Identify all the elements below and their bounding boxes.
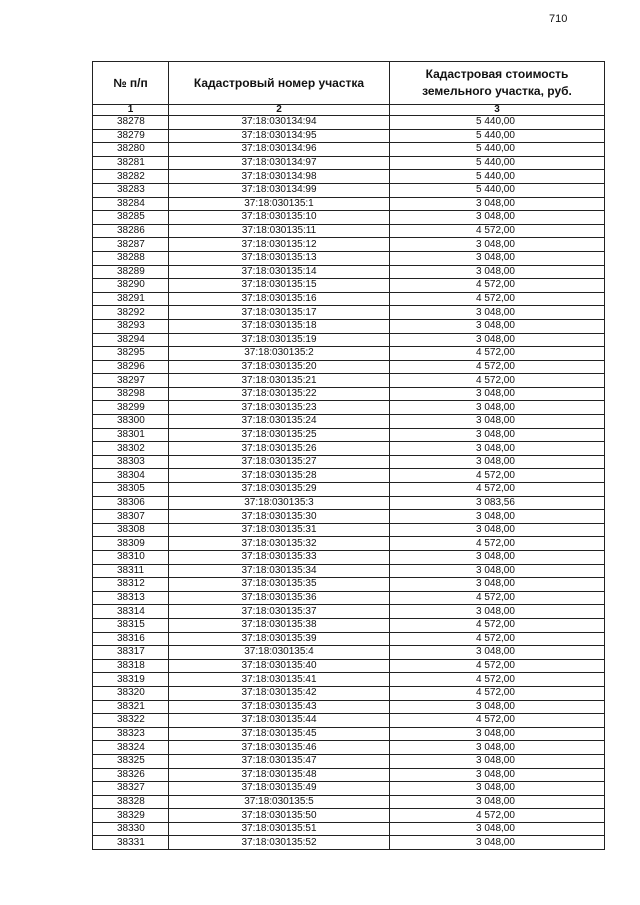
table-row [93,686,605,700]
table-row [93,211,605,225]
cadastral-value: 4 572,00 [390,347,605,361]
cadastral-value: 3 048,00 [390,265,605,279]
cadastral-number: 37:18:030134:97 [169,156,390,170]
row-number: 38326 [93,768,169,782]
cadastral-number: 37:18:030135:23 [169,401,390,415]
cadastral-value: 3 048,00 [390,401,605,415]
cadastral-value: 3 048,00 [390,646,605,660]
cadastral-number: 37:18:030135:4 [169,646,390,660]
row-number: 38278 [93,116,169,130]
header-cadastral-number: Кадастровый номер участка [169,62,390,105]
cadastral-value: 3 048,00 [390,700,605,714]
table-row [93,646,605,660]
row-number: 38306 [93,496,169,510]
table-row [93,564,605,578]
table-row [93,442,605,456]
row-number: 38310 [93,551,169,565]
cadastral-number: 37:18:030135:34 [169,564,390,578]
table-row [93,727,605,741]
cadastral-value: 3 048,00 [390,197,605,211]
table-row [93,496,605,510]
row-number: 38305 [93,483,169,497]
row-number: 38321 [93,700,169,714]
header-row [93,62,605,105]
cadastral-value: 3 048,00 [390,741,605,755]
page-number: 710 [549,13,568,25]
table-row [93,551,605,565]
table-row [93,714,605,728]
cadastral-value: 3 048,00 [390,306,605,320]
cadastral-number: 37:18:030135:29 [169,483,390,497]
row-number: 38282 [93,170,169,184]
cadastral-number: 37:18:030135:33 [169,551,390,565]
table-body [93,116,605,850]
cadastral-number: 37:18:030135:31 [169,523,390,537]
cadastral-number: 37:18:030135:16 [169,292,390,306]
cadastral-number: 37:18:030135:17 [169,306,390,320]
cadastral-number: 37:18:030135:38 [169,618,390,632]
cadastral-value: 3 048,00 [390,795,605,809]
row-number: 38304 [93,469,169,483]
row-number: 38300 [93,415,169,429]
table-row [93,782,605,796]
row-number: 38312 [93,578,169,592]
table-row [93,265,605,279]
cadastral-value: 4 572,00 [390,618,605,632]
cadastral-number: 37:18:030135:32 [169,537,390,551]
table-row [93,401,605,415]
cadastral-value: 5 440,00 [390,116,605,130]
row-number: 38309 [93,537,169,551]
cadastral-number: 37:18:030135:47 [169,754,390,768]
row-number: 38289 [93,265,169,279]
cadastral-value: 5 440,00 [390,143,605,157]
cadastral-value: 4 572,00 [390,673,605,687]
table-row [93,360,605,374]
cadastral-value: 3 048,00 [390,415,605,429]
row-number: 38281 [93,156,169,170]
cadastral-number: 37:18:030135:35 [169,578,390,592]
table-row [93,537,605,551]
row-number: 38295 [93,347,169,361]
row-number: 38317 [93,646,169,660]
row-number: 38308 [93,523,169,537]
cadastral-number: 37:18:030135:18 [169,319,390,333]
cadastral-value: 3 048,00 [390,754,605,768]
cadastral-value: 3 048,00 [390,768,605,782]
row-number: 38318 [93,659,169,673]
cadastral-value: 3 048,00 [390,251,605,265]
cadastral-value: 3 083,56 [390,496,605,510]
cadastral-value: 5 440,00 [390,129,605,143]
row-number: 38315 [93,618,169,632]
row-number: 38313 [93,591,169,605]
table-row [93,428,605,442]
row-number: 38329 [93,809,169,823]
table-row [93,809,605,823]
table-row [93,455,605,469]
table-row [93,483,605,497]
row-number: 38280 [93,143,169,157]
row-number: 38320 [93,686,169,700]
table-row [93,197,605,211]
cadastral-value: 4 572,00 [390,279,605,293]
cadastral-number: 37:18:030135:37 [169,605,390,619]
cadastral-number: 37:18:030135:15 [169,279,390,293]
cadastral-value: 3 048,00 [390,836,605,850]
cadastral-number: 37:18:030135:41 [169,673,390,687]
cadastral-value: 3 048,00 [390,551,605,565]
cadastral-value: 3 048,00 [390,455,605,469]
table-row [93,387,605,401]
row-number: 38311 [93,564,169,578]
table-row [93,374,605,388]
column-index-1: 1 [93,105,169,116]
cadastral-value: 3 048,00 [390,782,605,796]
table-row [93,224,605,238]
table-row [93,116,605,130]
cadastral-table [92,61,605,850]
cadastral-number: 37:18:030135:45 [169,727,390,741]
table-row [93,143,605,157]
row-number: 38286 [93,224,169,238]
cadastral-number: 37:18:030135:40 [169,659,390,673]
table-row [93,673,605,687]
cadastral-number: 37:18:030135:28 [169,469,390,483]
header-cadastral-value-line2: земельного участка, руб. [422,84,572,98]
column-index-row [93,105,605,116]
cadastral-value: 3 048,00 [390,578,605,592]
cadastral-number: 37:18:030135:43 [169,700,390,714]
cadastral-value: 4 572,00 [390,469,605,483]
cadastral-value: 3 048,00 [390,564,605,578]
table-row [93,279,605,293]
cadastral-number: 37:18:030135:3 [169,496,390,510]
table-row [93,170,605,184]
row-number: 38302 [93,442,169,456]
row-number: 38293 [93,319,169,333]
cadastral-value: 4 572,00 [390,483,605,497]
table-row [93,659,605,673]
cadastral-number: 37:18:030135:1 [169,197,390,211]
cadastral-value: 3 048,00 [390,822,605,836]
cadastral-number: 37:18:030135:51 [169,822,390,836]
table-row [93,632,605,646]
cadastral-value: 4 572,00 [390,591,605,605]
row-number: 38328 [93,795,169,809]
column-index-3: 3 [390,105,605,116]
cadastral-number: 37:18:030135:2 [169,347,390,361]
table-row [93,795,605,809]
cadastral-number: 37:18:030135:26 [169,442,390,456]
column-index-2: 2 [169,105,390,116]
cadastral-number: 37:18:030135:30 [169,510,390,524]
row-number: 38285 [93,211,169,225]
cadastral-value: 3 048,00 [390,211,605,225]
cadastral-value: 5 440,00 [390,183,605,197]
header-number: № п/п [93,62,169,105]
cadastral-number: 37:18:030134:94 [169,116,390,130]
cadastral-number: 37:18:030135:5 [169,795,390,809]
row-number: 38283 [93,183,169,197]
cadastral-number: 37:18:030135:39 [169,632,390,646]
cadastral-value: 5 440,00 [390,170,605,184]
cadastral-number: 37:18:030135:24 [169,415,390,429]
cadastral-value: 3 048,00 [390,319,605,333]
header-cadastral-value-line1: Кадастровая стоимость [425,67,569,81]
table-row [93,129,605,143]
table-row [93,183,605,197]
cadastral-value: 3 048,00 [390,428,605,442]
cadastral-number: 37:18:030135:10 [169,211,390,225]
cadastral-number: 37:18:030135:14 [169,265,390,279]
row-number: 38324 [93,741,169,755]
table-row [93,238,605,252]
header-cadastral-value [390,62,605,105]
cadastral-value: 4 572,00 [390,714,605,728]
row-number: 38288 [93,251,169,265]
cadastral-number: 37:18:030135:20 [169,360,390,374]
table-row [93,591,605,605]
table-row [93,700,605,714]
cadastral-number: 37:18:030135:42 [169,686,390,700]
row-number: 38279 [93,129,169,143]
cadastral-number: 37:18:030135:36 [169,591,390,605]
table-row [93,415,605,429]
cadastral-number: 37:18:030135:50 [169,809,390,823]
cadastral-number: 37:18:030135:13 [169,251,390,265]
row-number: 38325 [93,754,169,768]
row-number: 38322 [93,714,169,728]
table-row [93,319,605,333]
cadastral-number: 37:18:030135:19 [169,333,390,347]
table-row [93,822,605,836]
cadastral-value: 3 048,00 [390,238,605,252]
cadastral-value: 3 048,00 [390,523,605,537]
row-number: 38292 [93,306,169,320]
table-row [93,768,605,782]
row-number: 38330 [93,822,169,836]
cadastral-number: 37:18:030134:95 [169,129,390,143]
cadastral-value: 3 048,00 [390,387,605,401]
cadastral-value: 3 048,00 [390,727,605,741]
row-number: 38298 [93,387,169,401]
table-row [93,754,605,768]
cadastral-number: 37:18:030135:49 [169,782,390,796]
table-row [93,306,605,320]
row-number: 38327 [93,782,169,796]
row-number: 38290 [93,279,169,293]
cadastral-number: 37:18:030135:25 [169,428,390,442]
table-row [93,469,605,483]
row-number: 38303 [93,455,169,469]
cadastral-number: 37:18:030135:21 [169,374,390,388]
cadastral-number: 37:18:030135:12 [169,238,390,252]
table-row [93,510,605,524]
row-number: 38284 [93,197,169,211]
cadastral-number: 37:18:030135:48 [169,768,390,782]
table-row [93,347,605,361]
row-number: 38323 [93,727,169,741]
cadastral-number: 37:18:030135:27 [169,455,390,469]
row-number: 38316 [93,632,169,646]
row-number: 38319 [93,673,169,687]
row-number: 38294 [93,333,169,347]
table-header [93,62,605,116]
table-row [93,333,605,347]
table-row [93,251,605,265]
cadastral-value: 4 572,00 [390,224,605,238]
table-row [93,836,605,850]
cadastral-value: 4 572,00 [390,537,605,551]
cadastral-number: 37:18:030134:99 [169,183,390,197]
row-number: 38307 [93,510,169,524]
table-row [93,578,605,592]
cadastral-number: 37:18:030135:11 [169,224,390,238]
row-number: 38287 [93,238,169,252]
row-number: 38331 [93,836,169,850]
cadastral-value: 3 048,00 [390,333,605,347]
row-number: 38297 [93,374,169,388]
table-row [93,523,605,537]
row-number: 38314 [93,605,169,619]
cadastral-value: 4 572,00 [390,632,605,646]
row-number: 38301 [93,428,169,442]
table-row [93,618,605,632]
cadastral-number: 37:18:030135:44 [169,714,390,728]
cadastral-number: 37:18:030135:22 [169,387,390,401]
cadastral-value: 4 572,00 [390,659,605,673]
cadastral-value: 4 572,00 [390,292,605,306]
cadastral-value: 3 048,00 [390,510,605,524]
table-row [93,605,605,619]
cadastral-number: 37:18:030135:46 [169,741,390,755]
cadastral-value: 3 048,00 [390,605,605,619]
cadastral-value: 3 048,00 [390,442,605,456]
cadastral-number: 37:18:030134:96 [169,143,390,157]
table-row [93,741,605,755]
cadastral-value: 4 572,00 [390,374,605,388]
cadastral-number: 37:18:030134:98 [169,170,390,184]
cadastral-value: 4 572,00 [390,360,605,374]
cadastral-value: 4 572,00 [390,686,605,700]
row-number: 38296 [93,360,169,374]
table-row [93,292,605,306]
row-number: 38291 [93,292,169,306]
table-row [93,156,605,170]
row-number: 38299 [93,401,169,415]
cadastral-value: 5 440,00 [390,156,605,170]
cadastral-value: 4 572,00 [390,809,605,823]
cadastral-number: 37:18:030135:52 [169,836,390,850]
